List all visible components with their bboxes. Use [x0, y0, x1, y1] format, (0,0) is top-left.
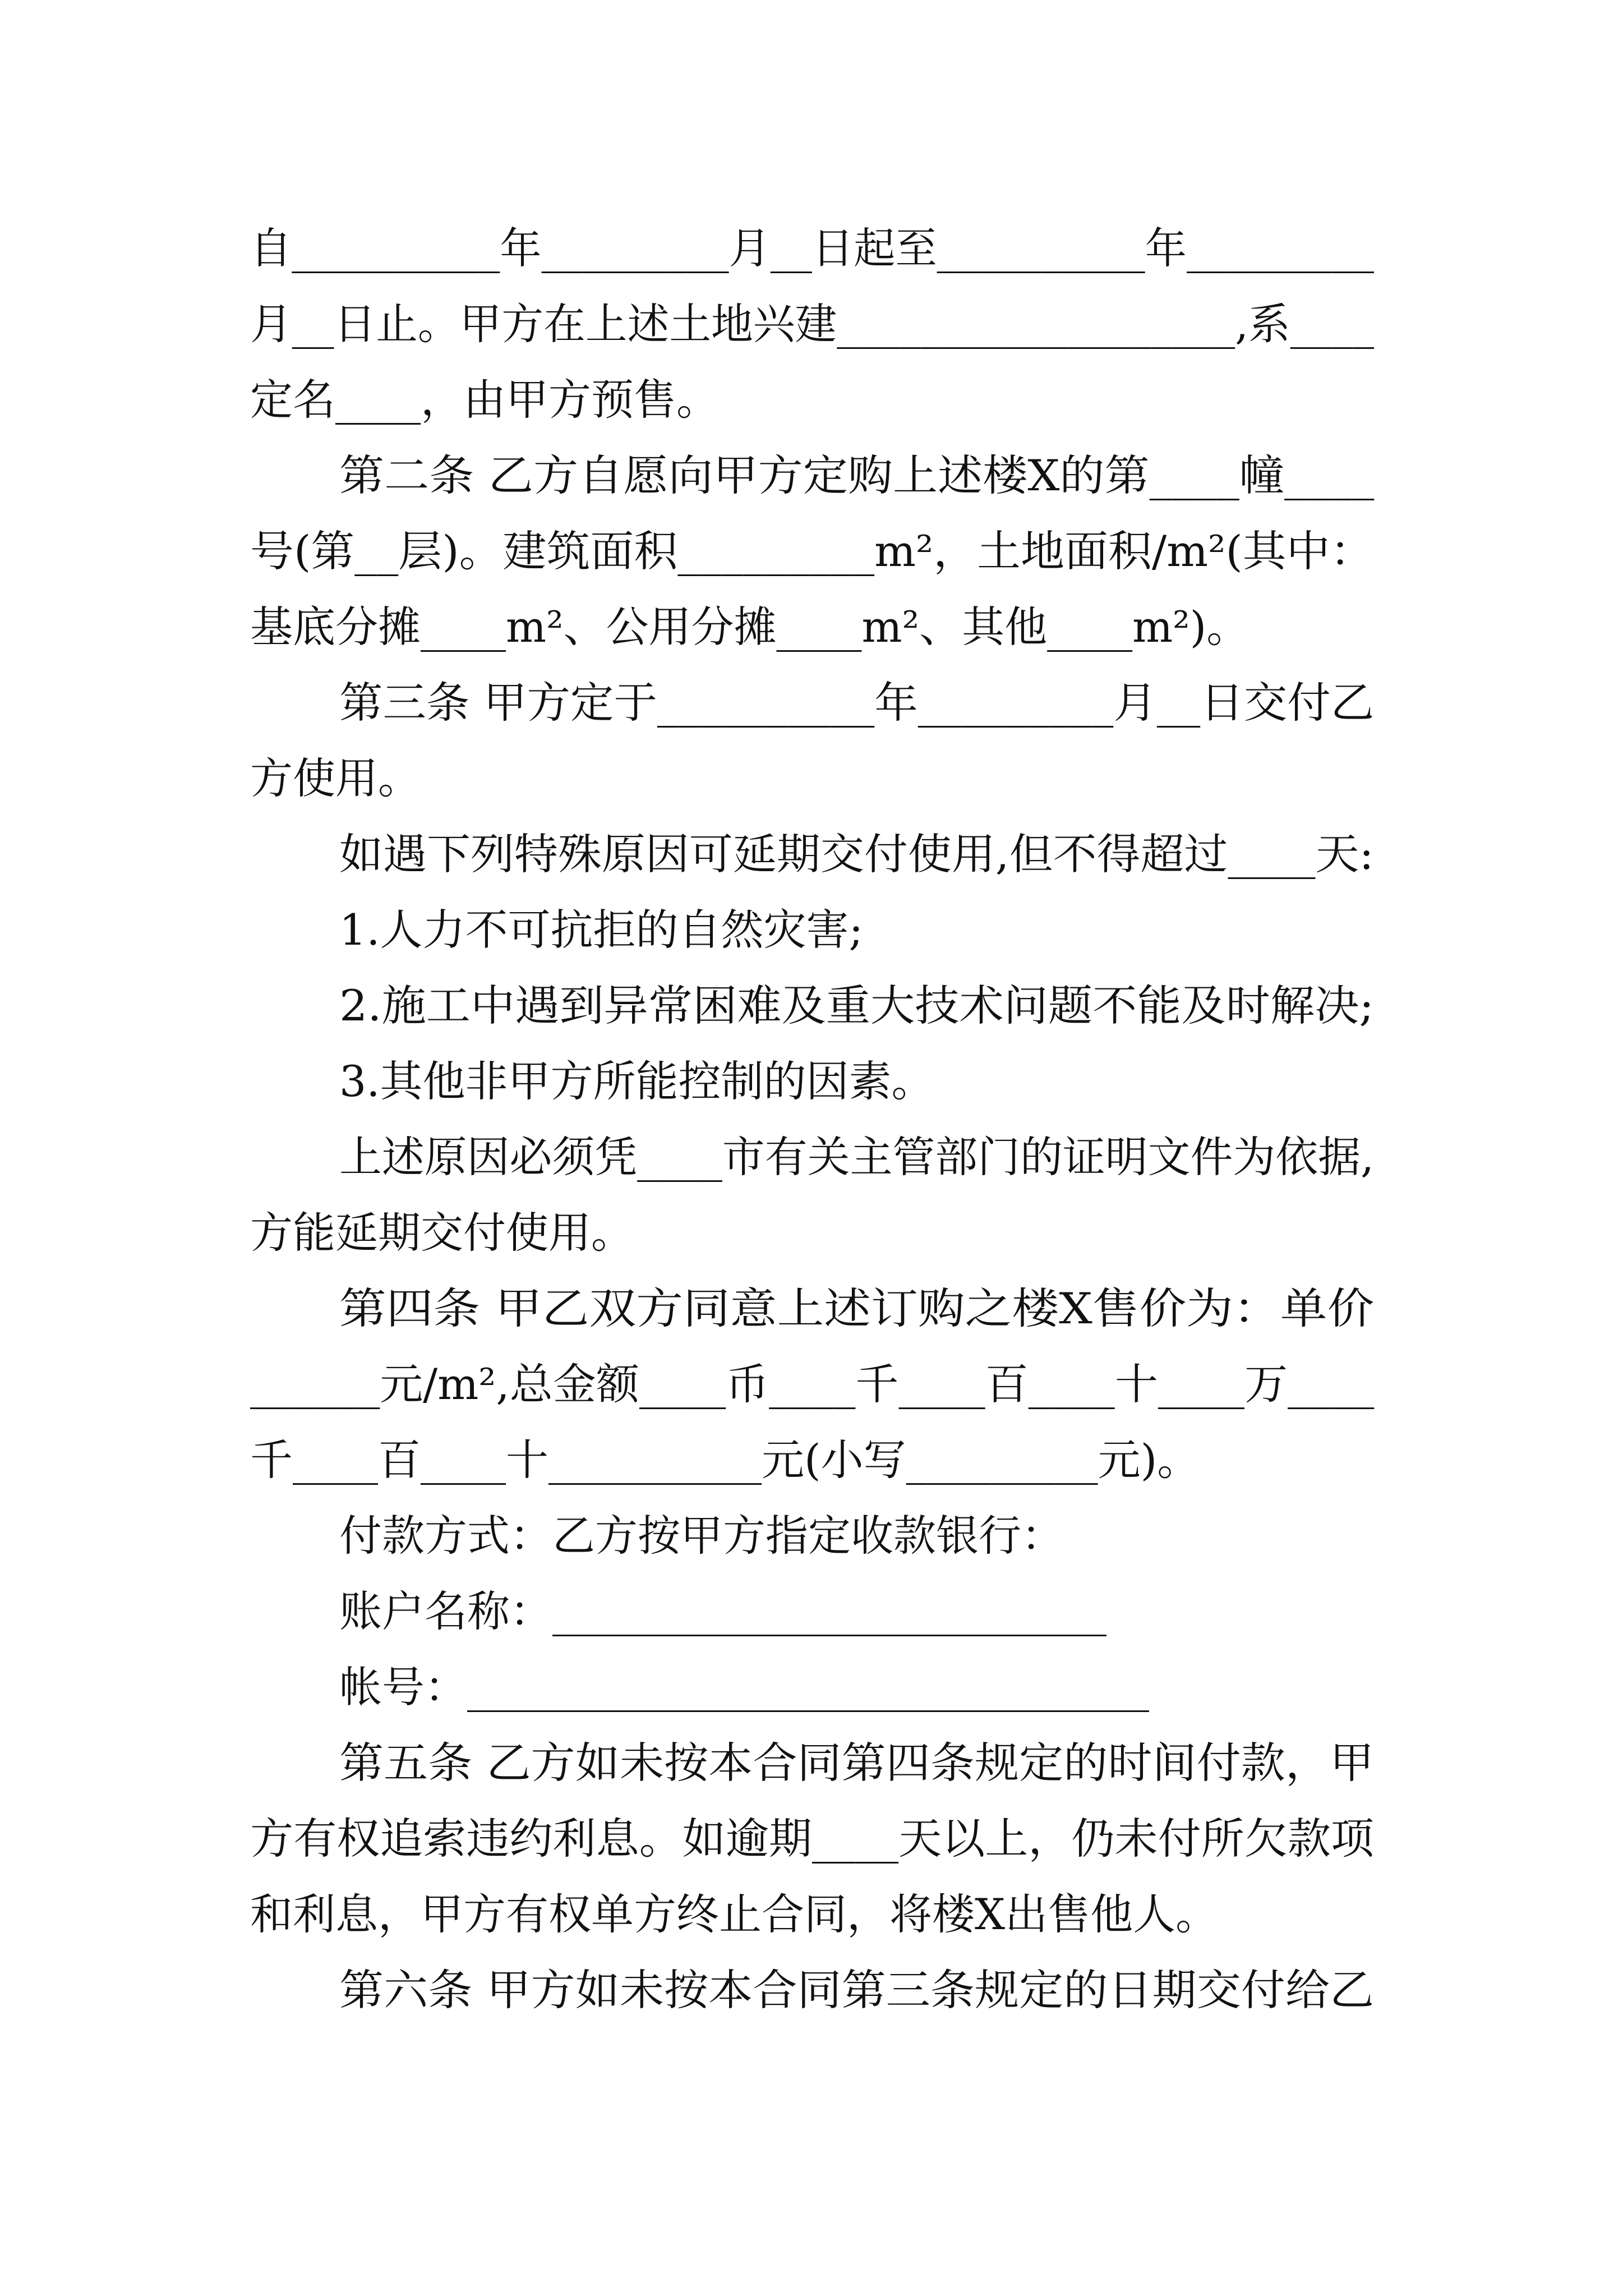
text-line: 帐号：________________________________ [339, 1662, 1149, 1712]
text-line: 3.其他非甲方所能控制的因素。 [339, 1056, 934, 1106]
text-line: 付款方式：乙方按甲方指定收款银行： [339, 1511, 1064, 1561]
text-line: 定名____，由甲方预售。 [250, 375, 719, 425]
text-line: 方有权追索违约利息。如逾期____天以上，仍未付所欠款项 [250, 1814, 1374, 1864]
text-line: ______元/m²,总金额____币____千____百____十____万____ [250, 1359, 1375, 1409]
text-line: 第五条 乙方如未按本合同第四条规定的时间付款，甲 [339, 1738, 1375, 1788]
text-line: 1.人力不可抗拒的自然灾害; [339, 905, 864, 955]
text-line: 上述原因必须凭____市有关主管部门的证明文件为依据, [339, 1132, 1375, 1182]
text-line: 第四条 甲乙双方同意上述订购之楼X售价为：单价 [339, 1283, 1375, 1333]
text-line: 如遇下列特殊原因可延期交付使用,但不得超过____天: [339, 829, 1374, 879]
text-line: 和利息，甲方有权单方终止合同，将楼X出售他人。 [250, 1889, 1219, 1939]
text-line: 账户名称：__________________________ [339, 1586, 1106, 1636]
text-line: 方使用。 [250, 753, 421, 803]
text-line: 2.施工中遇到异常困难及重大技术问题不能及时解决; [339, 981, 1375, 1030]
text-line: 基底分摊____m²、公用分摊____m²、其他____m²)。 [250, 602, 1249, 652]
text-line: 自__________年_________月__日起至__________年_________ [250, 223, 1374, 273]
text-line: 第六条 甲方如未按本合同第三条规定的日期交付给乙 [339, 1965, 1375, 2015]
text-line: 方能延期交付使用。 [250, 1208, 634, 1258]
text-line: 号(第__层)。建筑面积_________m²，土地面积/m²(其中： [250, 526, 1374, 576]
text-line: 第二条 乙方自愿向甲方定购上述楼X的第____幢____ [339, 450, 1375, 500]
text-line: 千____百____十__________元(小写_________元)。 [250, 1435, 1200, 1485]
text-line: 月__日止。甲方在上述土地兴建___________________,系____ [250, 299, 1375, 349]
text-line: 第三条 甲方定于__________年_________月__日交付乙 [339, 678, 1375, 728]
